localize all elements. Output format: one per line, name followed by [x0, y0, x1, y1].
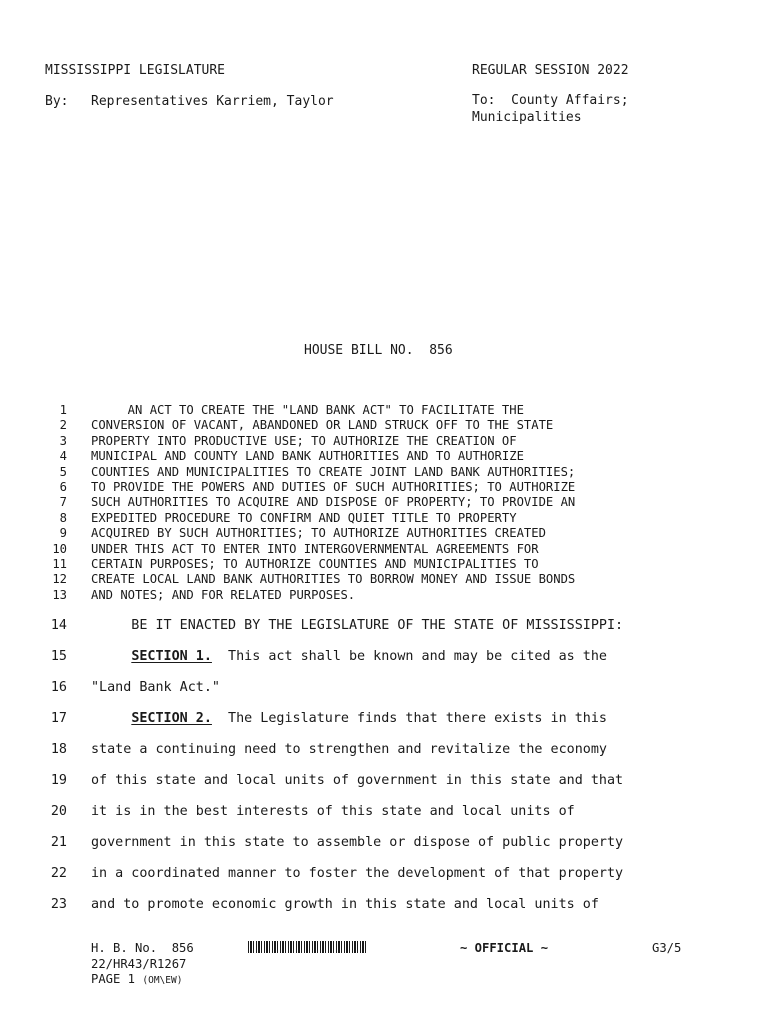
line-number: 17 — [50, 711, 67, 726]
line-text: it is in the best interests of this state and local units of — [91, 804, 575, 819]
act-title-line — [0, 572, 770, 587]
line-text: PROPERTY INTO PRODUCTIVE USE; TO AUTHORIZE THE CREATION OF — [91, 433, 517, 448]
line-text: EXPEDITED PROCEDURE TO CONFIRM AND QUIET TITLE TO PROPERTY — [91, 510, 517, 525]
line-text: CERTAIN PURPOSES; TO AUTHORIZE COUNTIES AND MUNICIPALITIES TO — [91, 557, 539, 571]
line-number: 14 — [50, 618, 67, 633]
line-number: 4 — [59, 449, 67, 464]
footer-page-line — [91, 972, 182, 988]
line-number: 23 — [50, 897, 67, 912]
line-text: AND NOTES; AND FOR RELATED PURPOSES. — [91, 587, 356, 602]
by-label: By: — [45, 94, 69, 109]
committee-line-2: Municipalities — [472, 110, 582, 125]
line-number: 12 — [52, 572, 67, 587]
line-number: 19 — [50, 773, 67, 788]
section-text: The Legislature finds that there exists in this — [211, 711, 607, 726]
line-number: 1 — [59, 403, 67, 417]
body-line — [0, 771, 770, 791]
indent — [91, 711, 131, 726]
line-text: AN ACT TO CREATE THE "LAND BANK ACT" TO FACILITATE THE — [91, 403, 524, 417]
line-number: 7 — [59, 495, 67, 510]
section-heading: SECTION 1. — [131, 649, 212, 664]
legislature-name: MISSISSIPPI LEGISLATURE — [45, 63, 226, 78]
line-text: of this state and local units of government in this state and that — [91, 773, 624, 788]
line-number: 8 — [59, 510, 67, 525]
act-title-line — [0, 495, 770, 510]
line-number: 21 — [50, 835, 67, 850]
line-text: CREATE LOCAL LAND BANK AUTHORITIES TO BORROW MONEY AND ISSUE BONDS — [91, 572, 576, 587]
line-text: TO PROVIDE THE POWERS AND DUTIES OF SUCH AUTHORITIES; TO AUTHORIZE — [91, 480, 576, 494]
official-label: ~ OFFICIAL ~ — [460, 941, 549, 955]
line-number: 2 — [59, 418, 67, 433]
line-text: in a coordinated manner to foster the development of that property — [91, 866, 624, 881]
act-title-line — [0, 588, 770, 603]
line-text: MUNICIPAL AND COUNTY LAND BANK AUTHORITIES AND TO AUTHORIZE — [91, 449, 524, 464]
barcode-image — [248, 941, 368, 953]
act-title-line — [0, 434, 770, 449]
act-title-line — [0, 480, 770, 495]
line-text: "Land Bank Act." — [91, 680, 220, 695]
line-text: government in this state to assemble or dispose of public property — [91, 835, 624, 850]
line-number: 22 — [50, 866, 67, 881]
section-text: This act shall be known and may be cited as the — [211, 649, 607, 664]
body-line — [0, 647, 770, 667]
line-text — [91, 647, 607, 667]
line-text: BE IT ENACTED BY THE LEGISLATURE OF THE STATE OF MISSISSIPPI: — [91, 618, 624, 633]
line-number: 3 — [59, 433, 67, 448]
line-number: 15 — [50, 649, 67, 664]
line-text: UNDER THIS ACT TO ENTER INTO INTERGOVERNMENTAL AGREEMENTS FOR — [91, 541, 539, 556]
bill-title: HOUSE BILL NO. 856 — [304, 343, 453, 358]
body-line — [0, 895, 770, 915]
line-number: 5 — [59, 464, 67, 479]
act-title-line — [0, 449, 770, 464]
line-number: 10 — [52, 541, 67, 556]
line-text: CONVERSION OF VACANT, ABANDONED OR LAND STRUCK OFF TO THE STATE — [91, 418, 554, 433]
act-title-line — [0, 418, 770, 433]
line-text: state a continuing need to strengthen and revitalize the economy — [91, 742, 607, 757]
sponsors: Representatives Karriem, Taylor — [91, 94, 334, 109]
committee-line-1: To: County Affairs; — [472, 93, 629, 108]
footer-page: PAGE 1 — [91, 972, 136, 986]
indent — [91, 649, 131, 664]
line-text: and to promote economic growth in this state and local units of — [91, 897, 599, 912]
section-heading: SECTION 2. — [131, 711, 212, 726]
footer-doc-id: 22/HR43/R1267 — [91, 957, 187, 971]
body-line — [0, 616, 770, 636]
body-line — [0, 678, 770, 698]
line-number: 11 — [52, 557, 67, 571]
line-number: 9 — [59, 526, 67, 541]
act-title-line — [0, 557, 770, 572]
footer-initials: (OM\EW) — [142, 975, 183, 986]
footer-bill-number: H. B. No. 856 — [91, 941, 194, 955]
act-title-line — [0, 465, 770, 480]
act-title-line — [0, 403, 770, 418]
body-line — [0, 740, 770, 760]
footer-code: G3/5 — [652, 941, 682, 955]
line-number: 20 — [50, 804, 67, 819]
line-text: ACQUIRED BY SUCH AUTHORITIES; TO AUTHORIZE AUTHORITIES CREATED — [91, 526, 546, 541]
line-number: 6 — [59, 480, 67, 494]
line-number: 13 — [52, 587, 67, 602]
body-line — [0, 864, 770, 884]
body-line — [0, 833, 770, 853]
act-title-line — [0, 526, 770, 541]
body-line — [0, 709, 770, 729]
session-label: REGULAR SESSION 2022 — [472, 63, 629, 78]
act-title-line — [0, 511, 770, 526]
line-number: 18 — [50, 742, 67, 757]
line-text — [91, 709, 607, 729]
act-title-line — [0, 542, 770, 557]
line-number: 16 — [50, 680, 67, 695]
body-line — [0, 802, 770, 822]
line-text: COUNTIES AND MUNICIPALITIES TO CREATE JOINT LAND BANK AUTHORITIES; — [91, 464, 576, 479]
line-text: SUCH AUTHORITIES TO ACQUIRE AND DISPOSE OF PROPERTY; TO PROVIDE AN — [91, 495, 576, 510]
